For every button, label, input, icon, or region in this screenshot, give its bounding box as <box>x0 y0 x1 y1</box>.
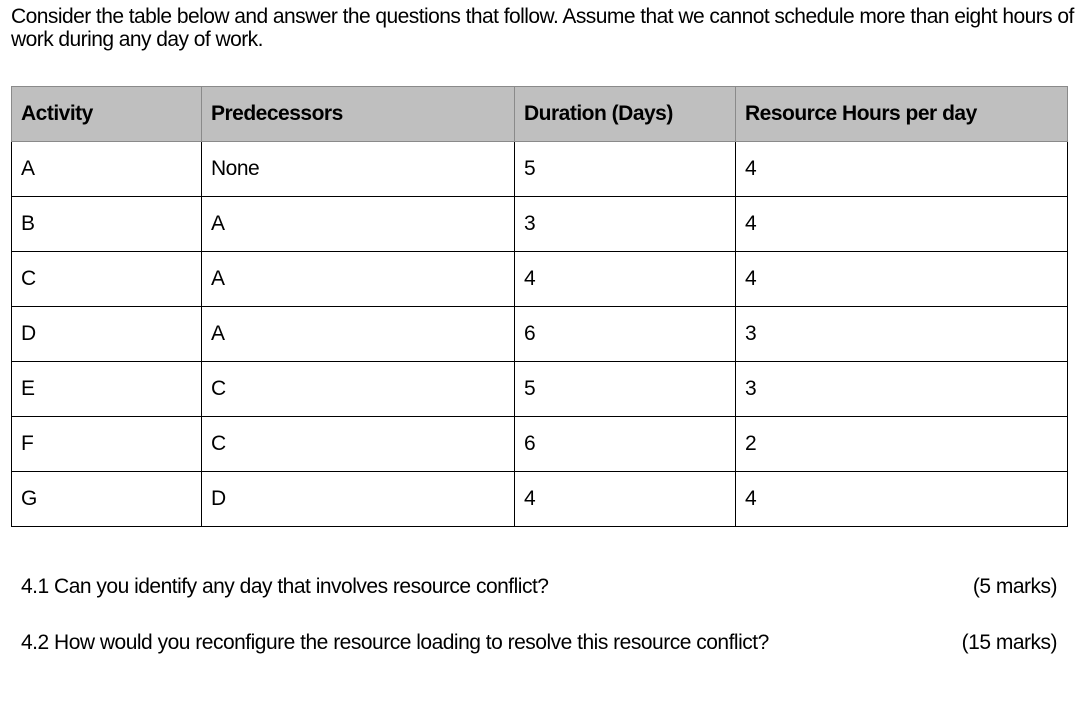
cell-resource-hours: 4 <box>736 252 1068 307</box>
cell-duration: 5 <box>515 142 736 197</box>
cell-activity: E <box>12 362 202 417</box>
cell-activity: C <box>12 252 202 307</box>
cell-duration: 3 <box>515 197 736 252</box>
table-row <box>12 362 1068 417</box>
cell-resource-hours: 2 <box>736 417 1068 472</box>
header-resource-hours: Resource Hours per day <box>736 87 1068 142</box>
cell-duration: 4 <box>515 252 736 307</box>
table-row <box>12 142 1068 197</box>
table-row <box>12 252 1068 307</box>
table-row <box>12 307 1068 362</box>
table-row <box>12 472 1068 527</box>
table-body <box>12 142 1068 527</box>
cell-duration: 4 <box>515 472 736 527</box>
header-row <box>12 87 1068 142</box>
intro-paragraph: Consider the table below and answer the questions that follow. Assume that we cannot schedule more than eight hours of work during any day of work. <box>11 5 1074 51</box>
question-4-1 <box>21 575 1057 599</box>
cell-duration: 6 <box>515 417 736 472</box>
cell-predecessors: None <box>202 142 515 197</box>
cell-activity: G <box>12 472 202 527</box>
cell-activity: D <box>12 307 202 362</box>
cell-resource-hours: 4 <box>736 142 1068 197</box>
table-header <box>12 87 1068 142</box>
cell-predecessors: A <box>202 252 515 307</box>
activity-table <box>11 86 1068 527</box>
cell-resource-hours: 4 <box>736 472 1068 527</box>
cell-resource-hours: 3 <box>736 307 1068 362</box>
question-text: 4.2 How would you reconfigure the resource loading to resolve this resource conflict? <box>21 631 769 654</box>
cell-activity: B <box>12 197 202 252</box>
cell-resource-hours: 4 <box>736 197 1068 252</box>
cell-predecessors: A <box>202 197 515 252</box>
question-marks: (5 marks) <box>972 575 1057 598</box>
table-row <box>12 197 1068 252</box>
cell-activity: F <box>12 417 202 472</box>
header-activity: Activity <box>12 87 202 142</box>
question-text: 4.1 Can you identify any day that involves resource conflict? <box>21 575 549 598</box>
cell-duration: 6 <box>515 307 736 362</box>
cell-predecessors: C <box>202 417 515 472</box>
table-row <box>12 417 1068 472</box>
header-predecessors: Predecessors <box>202 87 515 142</box>
question-marks: (15 marks) <box>961 631 1057 654</box>
cell-predecessors: C <box>202 362 515 417</box>
cell-resource-hours: 3 <box>736 362 1068 417</box>
question-4-2 <box>21 631 1057 655</box>
cell-duration: 5 <box>515 362 736 417</box>
cell-activity: A <box>12 142 202 197</box>
cell-predecessors: D <box>202 472 515 527</box>
cell-predecessors: A <box>202 307 515 362</box>
header-duration: Duration (Days) <box>515 87 736 142</box>
